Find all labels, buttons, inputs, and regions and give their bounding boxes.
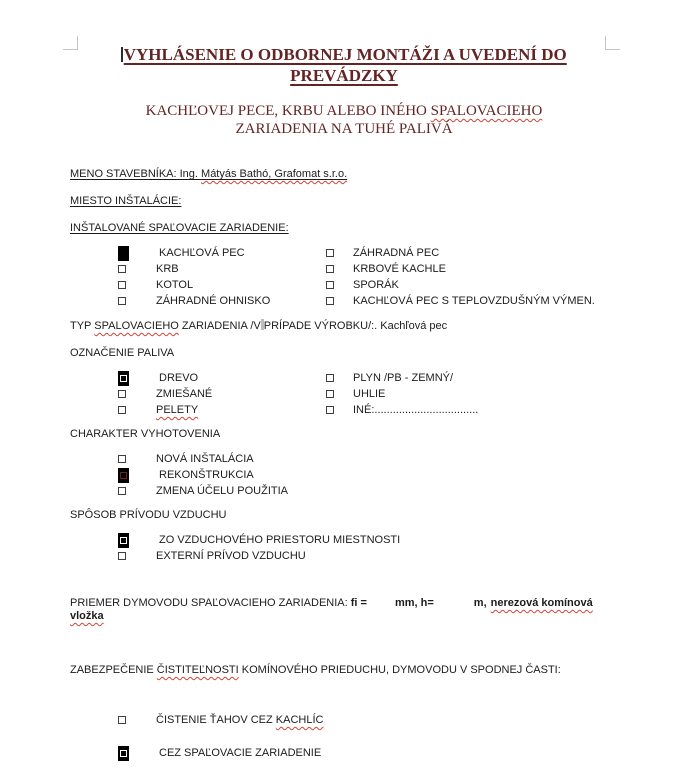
air-supply-options — [70, 532, 618, 564]
option-cistenie-tahov — [70, 712, 618, 728]
text-cursor — [121, 47, 123, 62]
option-label: ZMIEŠANÉ — [156, 388, 213, 400]
option-label: KACHĽOVÁ PEC — [159, 247, 245, 259]
option-ine — [326, 404, 478, 416]
option-label: KRB — [156, 263, 179, 275]
option-krbove-kachle — [326, 263, 446, 275]
checkbox-zo-vzduchoveho-priestoru[interactable] — [118, 533, 129, 548]
option-sporak — [326, 279, 399, 291]
option-plyn — [326, 372, 453, 384]
option-label: REKONŠTRUKCIA — [159, 469, 254, 481]
type-line-value: PRÍPADE VÝROBKU/:. Kachľová pec — [263, 320, 448, 332]
option-label: CEZ SPAĽOVACIE ZARIADENIE — [159, 747, 322, 759]
checkbox-kotol[interactable] — [118, 281, 126, 289]
option-zahradne-ohnisko — [70, 295, 326, 307]
character-options — [70, 451, 618, 499]
option-krb — [70, 263, 326, 275]
document-page — [70, 44, 618, 761]
document-subtitle — [137, 102, 552, 138]
checkbox-pelety[interactable] — [118, 406, 126, 414]
flue-diameter-label: PRIEMER DYMOVODU SPAĽOVACIEHO ZARIADENIA: — [70, 597, 351, 609]
checkbox-uhlie[interactable] — [326, 390, 334, 398]
option-zahradna-pec — [326, 247, 439, 259]
checkbox-drevo[interactable] — [118, 371, 129, 386]
subtitle-text: KACHĽOVEJ PECE, KRBU ALEBO INÉHO — [145, 103, 431, 119]
option-label: EXTERNÍ PRÍVOD VZDUCHU — [156, 550, 306, 562]
field-appliance-type — [70, 319, 618, 333]
subtitle-text-end: ZARIADENIA NA TUHÉ PALIVÁ — [235, 121, 453, 137]
checkbox-plyn[interactable] — [326, 374, 334, 382]
checkbox-cistenie-tahov[interactable] — [118, 716, 126, 724]
option-label: PLYN /PB - ZEMNÝ/ — [353, 372, 454, 384]
checkbox-krbove-kachle[interactable] — [326, 265, 334, 273]
option-label: KRBOVÉ KACHLE — [353, 263, 446, 275]
checkbox-ine[interactable] — [326, 406, 334, 414]
option-label: ZÁHRADNÉ OHNISKO — [156, 295, 271, 307]
checkbox-zahradne-ohnisko[interactable] — [118, 297, 126, 305]
check-row — [70, 386, 618, 402]
checkbox-nova-instalacia[interactable] — [118, 455, 126, 463]
option-cez-spalovacie-zariadenie — [70, 745, 618, 761]
checkbox-sporak[interactable] — [326, 281, 334, 289]
field-builder-name — [70, 168, 618, 181]
installed-appliance-options — [70, 245, 618, 309]
checkbox-rekonstrukcia[interactable] — [118, 468, 129, 483]
field-cleanability — [70, 664, 618, 677]
subtitle-misspelled-word: SPALOVACIEHO — [430, 103, 543, 119]
checkbox-krb[interactable] — [118, 265, 126, 273]
section-character: CHARAKTER VYHOTOVENIA — [70, 428, 221, 440]
section-fuel-designation: OZNAČENIE PALIVA — [70, 347, 175, 359]
section-air-supply: SPÔSOB PRÍVODU VZDUCHU — [70, 509, 227, 521]
cleanability-text-end: KOMÍNOVÉHO PRIEDUCHU, DYMOVODU V SPODNEJ ČASTI: — [238, 664, 561, 676]
option-label: INÉ:.................................. — [353, 404, 479, 416]
option-zo-vzduchoveho-priestoru — [70, 532, 618, 548]
check-row — [70, 293, 618, 309]
check-row — [70, 277, 618, 293]
option-label: KACHĽOVÁ PEC S TEPLOVZDUŠNÝM VÝMEN. — [353, 295, 595, 307]
flue-mm-h-value: mm, h= — [394, 597, 434, 609]
option-uhlie — [326, 388, 385, 400]
option-rekonstrukcia — [70, 467, 618, 483]
check-row — [70, 261, 618, 277]
option-label: ZMENA ÚČELU POUŽITIA — [156, 485, 289, 497]
flue-liner-note: nerezová komínová vložka — [70, 597, 593, 622]
option-zmena-ucelu — [70, 483, 618, 499]
type-line-text: ZARIADENIA /V — [178, 320, 261, 332]
check-row — [70, 245, 618, 261]
option-label: KOTOL — [156, 279, 194, 291]
option-label: ČISTENIE ŤAHOV CEZ KACHLÍC — [156, 714, 324, 726]
option-nova-instalacia — [70, 451, 618, 467]
option-kachlova-pec — [70, 246, 326, 261]
section-installed-appliance: INŠTALOVANÉ SPAĽOVACIE ZARIADENIE: — [70, 222, 289, 234]
field-installation-place: MIESTO INŠTALÁCIE: — [70, 195, 182, 207]
option-label: NOVÁ INŠTALÁCIA — [156, 453, 254, 465]
checkbox-cez-spalovacie-zariadenie[interactable] — [118, 746, 129, 761]
option-label: SPORÁK — [353, 279, 399, 291]
check-row — [70, 370, 618, 386]
checkbox-zmena-ucelu[interactable] — [118, 487, 126, 495]
flue-m-value: m, — [473, 597, 487, 609]
type-line-misspelled-word: SPALOVACIEHO — [94, 320, 179, 332]
checkbox-kachlova-pec-vymennik[interactable] — [326, 297, 334, 305]
option-drevo — [70, 371, 326, 386]
option-label: ZÁHRADNÁ PEC — [353, 247, 440, 259]
type-line-text: TYP — [70, 320, 95, 332]
option-label: DREVO — [159, 372, 199, 384]
checkbox-kachlova-pec[interactable] — [118, 246, 129, 261]
option-kotol — [70, 279, 326, 291]
builder-name-label: MENO STAVEBNÍKA: Ing. — [70, 168, 202, 180]
builder-name-value: Mátyás Bathó, Grafomat s.r.o. — [201, 168, 348, 180]
check-row — [70, 402, 618, 418]
option-label: PELETY — [156, 404, 199, 416]
document-title — [109, 44, 579, 86]
option-pelety — [70, 404, 326, 416]
checkbox-zahradna-pec[interactable] — [326, 249, 334, 257]
option-kachlova-pec-vymennik — [326, 295, 595, 307]
document-title-text: VYHLÁSENIE O ODBORNEJ MONTÁŽI A UVEDENÍ DO PREVÁDZKY — [123, 45, 567, 85]
option-label: UHLIE — [353, 388, 386, 400]
cleanability-text: ZABEZPEČENIE — [70, 664, 157, 676]
option-externy-privod — [70, 548, 618, 564]
flue-fi-value: fi = — [350, 597, 367, 609]
checkbox-externy-privod[interactable] — [118, 552, 126, 560]
field-flue-diameter — [70, 597, 618, 623]
option-label: ZO VZDUCHOVÉHO PRIESTORU MIESTNOSTI — [159, 534, 401, 546]
fuel-options — [70, 370, 618, 418]
checkbox-zmiesane[interactable] — [118, 390, 126, 398]
cleanability-misspelled-word: ČISTITEĽNOSTI — [156, 664, 239, 676]
option-zmiesane — [70, 388, 326, 400]
